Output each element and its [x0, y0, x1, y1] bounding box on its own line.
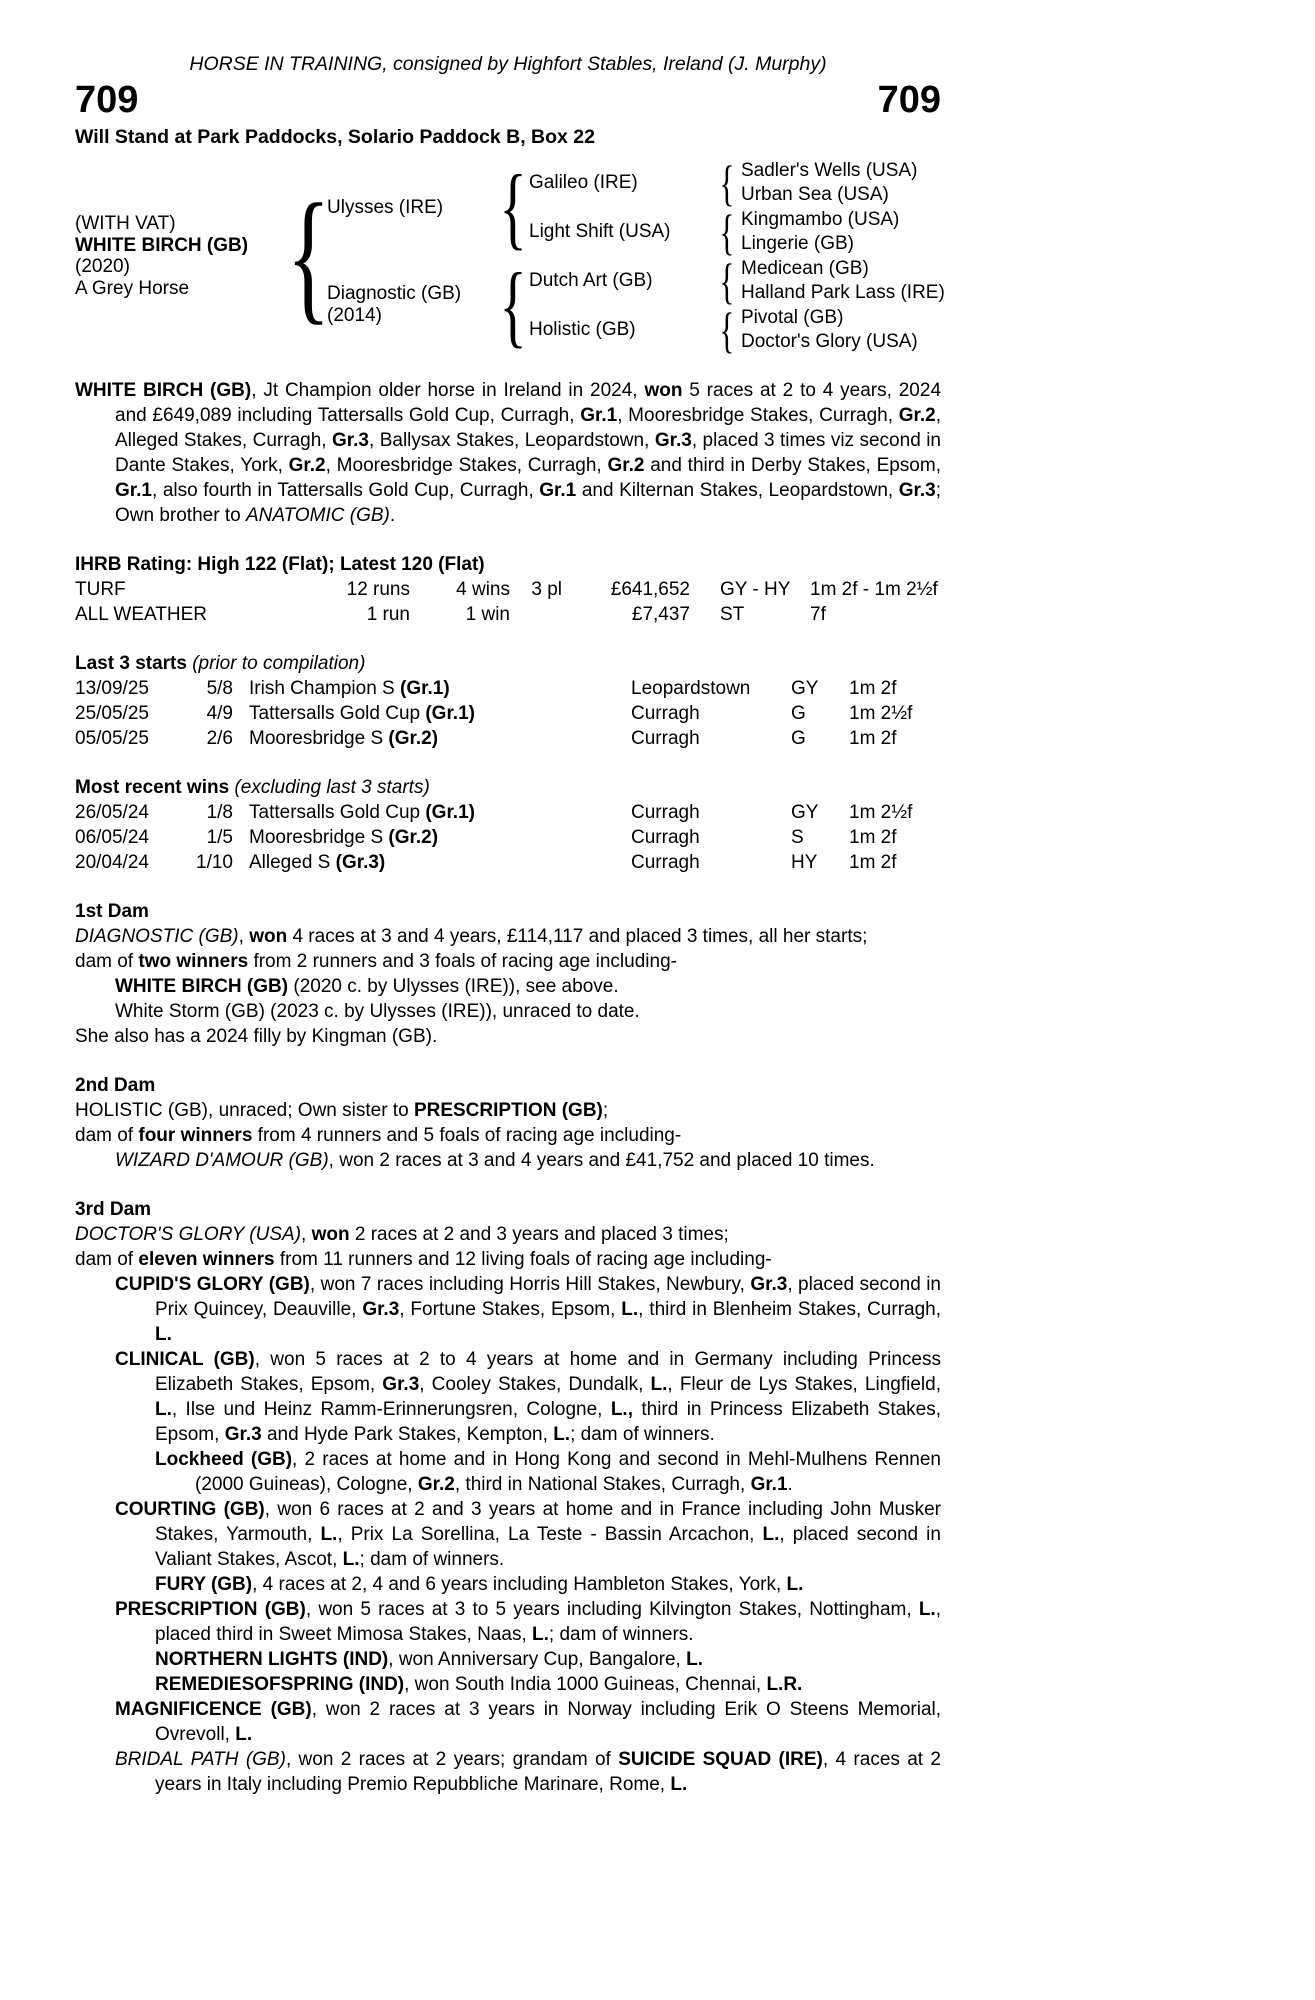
produce-entry: WHITE BIRCH (GB) (2020 c. by Ulysses (IRE)), see above. [115, 976, 619, 997]
rating-heading: IHRB Rating: High 122 (Flat); Latest 120 (Flat) [75, 554, 485, 575]
pedigree-brace-sire: { [499, 156, 527, 258]
dam-year: (2014) [327, 305, 382, 326]
second-dam-heading: 2nd Dam [75, 1075, 156, 1096]
great-grandparent-3: Kingmambo (USA) [741, 208, 900, 230]
first-dam-heading: 1st Dam [75, 901, 149, 922]
race-name: Tattersalls Gold Cup (Gr.1) [249, 802, 475, 823]
distance-range: 7f [810, 604, 826, 625]
finish-position: 5/8 [206, 678, 233, 699]
foaling-year: (2020) [75, 256, 130, 277]
great-grandparent-6: Halland Park Lass (IRE) [741, 282, 945, 304]
going: S [791, 827, 804, 848]
page-content [75, 52, 945, 1797]
racecourse: Curragh [631, 802, 700, 823]
race-date: 20/04/24 [75, 852, 149, 873]
going: HY [791, 852, 818, 873]
runs-value: 12 runs [346, 579, 410, 600]
racecourse: Curragh [631, 827, 700, 848]
grandsire-2: Dutch Art (GB) [529, 270, 653, 291]
distance: 1m 2½f [849, 703, 913, 724]
race-record-summary: WHITE BIRCH (GB), Jt Champion older horse in Ireland in 2024, won 5 races at 2 to 4 years, 2024 and £649,089 including Tattersalls Gold Cup, Curragh, Gr.1, Mooresbridge Stakes, Curragh, Gr.2, Alleged Stakes, Curragh, Gr.3, Ballysax Stakes, Leopardstown, Gr.3, placed 3 times viz second in Dante Stakes, York, Gr.2, Mooresbridge Stakes, Curragh, Gr.2 and third in Derby Stakes, Epsom, Gr.1, also fourth in Tattersalls Gold Cup, Curragh, Gr.1 and Kilternan Stakes, Leopardstown, Gr.3; Own brother to ANATOMIC (GB). [75, 380, 942, 526]
section-title: Last 3 starts [75, 653, 187, 674]
section-subtitle: (excluding last 3 starts) [229, 777, 430, 798]
dam-produce-line: dam of eleven winners from 11 runners and 12 living foals of racing age including- [75, 1249, 772, 1270]
earnings-value: £641,652 [610, 579, 690, 600]
finish-position: 1/10 [196, 852, 233, 873]
produce-entry: REMEDIESOFSPRING (IND), won South India 1000 Guineas, Chennai, L.R. [155, 1674, 803, 1695]
finish-position: 2/6 [206, 728, 233, 749]
great-grandparent-7: Pivotal (GB) [741, 306, 844, 328]
going: G [791, 728, 806, 749]
pedigree-table [75, 154, 945, 358]
going: G [791, 703, 806, 724]
dam-produce-line: dam of four winners from 4 runners and 5 foals of racing age including- [75, 1125, 682, 1146]
pedigree-brace-gp3: { [719, 252, 735, 309]
produce-entry: BRIDAL PATH (GB), won 2 races at 2 years; grandam of SUICIDE SQUAD (IRE), 4 races at 2 years in Italy including Premio Repubbliche Marinare, Rome, L. [115, 1749, 941, 1795]
pedigree-brace-gp4: { [719, 301, 735, 358]
distance: 1m 2f [849, 852, 897, 873]
lot-number-right: 709 [877, 79, 941, 121]
granddam-1: Light Shift (USA) [529, 221, 671, 242]
lot-number-row [75, 79, 941, 121]
distance-range: 1m 2f - 1m 2½f [810, 579, 938, 600]
distance: 1m 2f [849, 827, 897, 848]
last-starts-heading [75, 651, 941, 676]
consignment-header: HORSE IN TRAINING, consigned by Highfort Stables, Ireland (J. Murphy) [189, 53, 827, 75]
last-starts-section [75, 651, 941, 751]
distance: 1m 2f [849, 678, 897, 699]
great-grandparent-1: Sadler's Wells (USA) [741, 159, 918, 181]
racecourse: Curragh [631, 703, 700, 724]
going-range: ST [720, 604, 745, 625]
finish-position: 4/9 [206, 703, 233, 724]
recent-wins-table [75, 800, 941, 875]
produce-entry: FURY (GB), 4 races at 2, 4 and 6 years including Hambleton Stakes, York, L. [155, 1574, 804, 1595]
last-starts-table [75, 676, 941, 751]
produce-entry: Lockheed (GB), 2 races at home and in Hong Kong and second in Mehl-Mulhens Rennen (2000 Guineas), Cologne, Gr.2, third in National Stakes, Curragh, Gr.1. [155, 1449, 941, 1495]
granddam-2: Holistic (GB) [529, 319, 636, 340]
grandsire-1: Galileo (IRE) [529, 172, 638, 193]
runs-value: 1 run [366, 604, 410, 625]
dam-summary-line: DOCTOR'S GLORY (USA), won 2 races at 2 and 3 years and placed 3 times; [75, 1224, 729, 1245]
distance: 1m 2½f [849, 802, 913, 823]
racecourse: Curragh [631, 852, 700, 873]
race-date: 26/05/24 [75, 802, 149, 823]
great-grandparent-5: Medicean (GB) [741, 257, 869, 279]
dam-summary-line: DIAGNOSTIC (GB), won 4 races at 3 and 4 years, £114,117 and placed 3 times, all her starts; [75, 926, 868, 947]
race-name: Alleged S (Gr.3) [249, 852, 386, 873]
stand-location: Will Stand at Park Paddocks, Solario Paddock B, Box 22 [75, 126, 595, 148]
recent-wins-heading [75, 775, 941, 800]
race-name: Tattersalls Gold Cup (Gr.1) [249, 703, 475, 724]
section-title: Most recent wins [75, 777, 230, 798]
horse-info [75, 213, 291, 299]
race-date: 13/09/25 [75, 678, 149, 699]
record-table [75, 577, 941, 627]
sire-name: Ulysses (IRE) [327, 196, 444, 218]
second-dam-section [75, 1073, 941, 1173]
race-name: Mooresbridge S (Gr.2) [249, 827, 439, 848]
surface-label: TURF [75, 579, 126, 600]
great-grandparent-8: Doctor's Glory (USA) [741, 331, 918, 353]
places-value: 3 pl [531, 579, 562, 600]
going-range: GY - HY [720, 579, 791, 600]
produce-entry: White Storm (GB) (2023 c. by Ulysses (IRE)), unraced to date. [115, 1001, 640, 1022]
rating-section [75, 552, 941, 627]
horse-colour: A Grey Horse [75, 277, 190, 299]
dam-produce-line: dam of two winners from 2 runners and 3 foals of racing age including- [75, 951, 677, 972]
dam-name: Diagnostic (GB) [327, 283, 462, 304]
racecourse: Leopardstown [631, 678, 751, 699]
race-name: Mooresbridge S (Gr.2) [249, 728, 439, 749]
dam-note: She also has a 2024 filly by Kingman (GB). [75, 1026, 438, 1047]
third-dam-heading: 3rd Dam [75, 1199, 152, 1220]
racecourse: Curragh [631, 728, 700, 749]
pedigree-brace-main: { [286, 174, 332, 338]
going: GY [791, 802, 819, 823]
recent-wins-section [75, 775, 941, 875]
race-date: 05/05/25 [75, 728, 149, 749]
race-date: 25/05/25 [75, 703, 149, 724]
finish-position: 1/8 [206, 802, 233, 823]
lot-number-left: 709 [75, 79, 139, 121]
horse-name: WHITE BIRCH (GB) [75, 234, 249, 256]
race-date: 06/05/24 [75, 827, 149, 848]
dam-block [327, 256, 497, 354]
produce-entry: NORTHERN LIGHTS (IND), won Anniversary Cup, Bangalore, L. [155, 1649, 703, 1670]
great-grandparent-4: Lingerie (GB) [741, 233, 854, 255]
dam-summary-line: HOLISTIC (GB), unraced; Own sister to PRESCRIPTION (GB); [75, 1100, 609, 1121]
first-dam-section [75, 899, 941, 1049]
going: GY [791, 678, 819, 699]
produce-entry: CUPID'S GLORY (GB), won 7 races including Horris Hill Stakes, Newbury, Gr.3, placed second in Prix Quincey, Deauville, Gr.3, Fortune Stakes, Epsom, L., third in Blenheim Stakes, Curragh, L. [115, 1274, 942, 1345]
third-dam-section [75, 1197, 941, 1797]
places-value [510, 602, 562, 627]
earnings-value: £7,437 [631, 604, 690, 625]
distance: 1m 2f [849, 728, 897, 749]
pedigree-brace-gp2: { [719, 203, 735, 260]
wins-value: 1 win [465, 604, 510, 625]
surface-label: ALL WEATHER [75, 604, 207, 625]
race-name: Irish Champion S (Gr.1) [249, 678, 450, 699]
wins-value: 4 wins [456, 579, 510, 600]
vat-note: (WITH VAT) [75, 213, 176, 234]
produce-entry: CLINICAL (GB), won 5 races at 2 to 4 years at home and in Germany including Princess Elizabeth Stakes, Epsom, Gr.3, Cooley Stakes, Dundalk, L., Fleur de Lys Stakes, Lingfield, L., Ilse und Heinz Ramm-Erinnerungsren, Cologne, L., third in Princess Elizabeth Stakes, Epsom, Gr.3 and Hyde Park Stakes, Kempton, L.; dam of winners. [115, 1349, 942, 1445]
section-subtitle: (prior to compilation) [186, 653, 366, 674]
produce-entry: MAGNIFICENCE (GB), won 2 races at 3 years in Norway including Erik O Steens Memorial, Ovrevoll, L. [115, 1699, 942, 1745]
produce-entry: WIZARD D'AMOUR (GB), won 2 races at 3 and 4 years and £41,752 and placed 10 times. [115, 1150, 875, 1171]
finish-position: 1/5 [206, 827, 233, 848]
great-grandparent-2: Urban Sea (USA) [741, 184, 889, 206]
produce-entry: COURTING (GB), won 6 races at 2 and 3 years at home and in France including John Musker Stakes, Yarmouth, L., Prix La Sorellina, La Teste - Bassin Arcachon, L., placed second in Valiant Stakes, Ascot, L.; dam of winners. [115, 1499, 941, 1570]
pedigree-brace-gp1: { [719, 154, 735, 211]
produce-entry: PRESCRIPTION (GB), won 5 races at 3 to 5 years including Kilvington Stakes, Nottingham, L., placed third in Sweet Mimosa Stakes, Naas, L.; dam of winners. [115, 1599, 941, 1645]
pedigree-brace-dam: { [499, 254, 527, 356]
